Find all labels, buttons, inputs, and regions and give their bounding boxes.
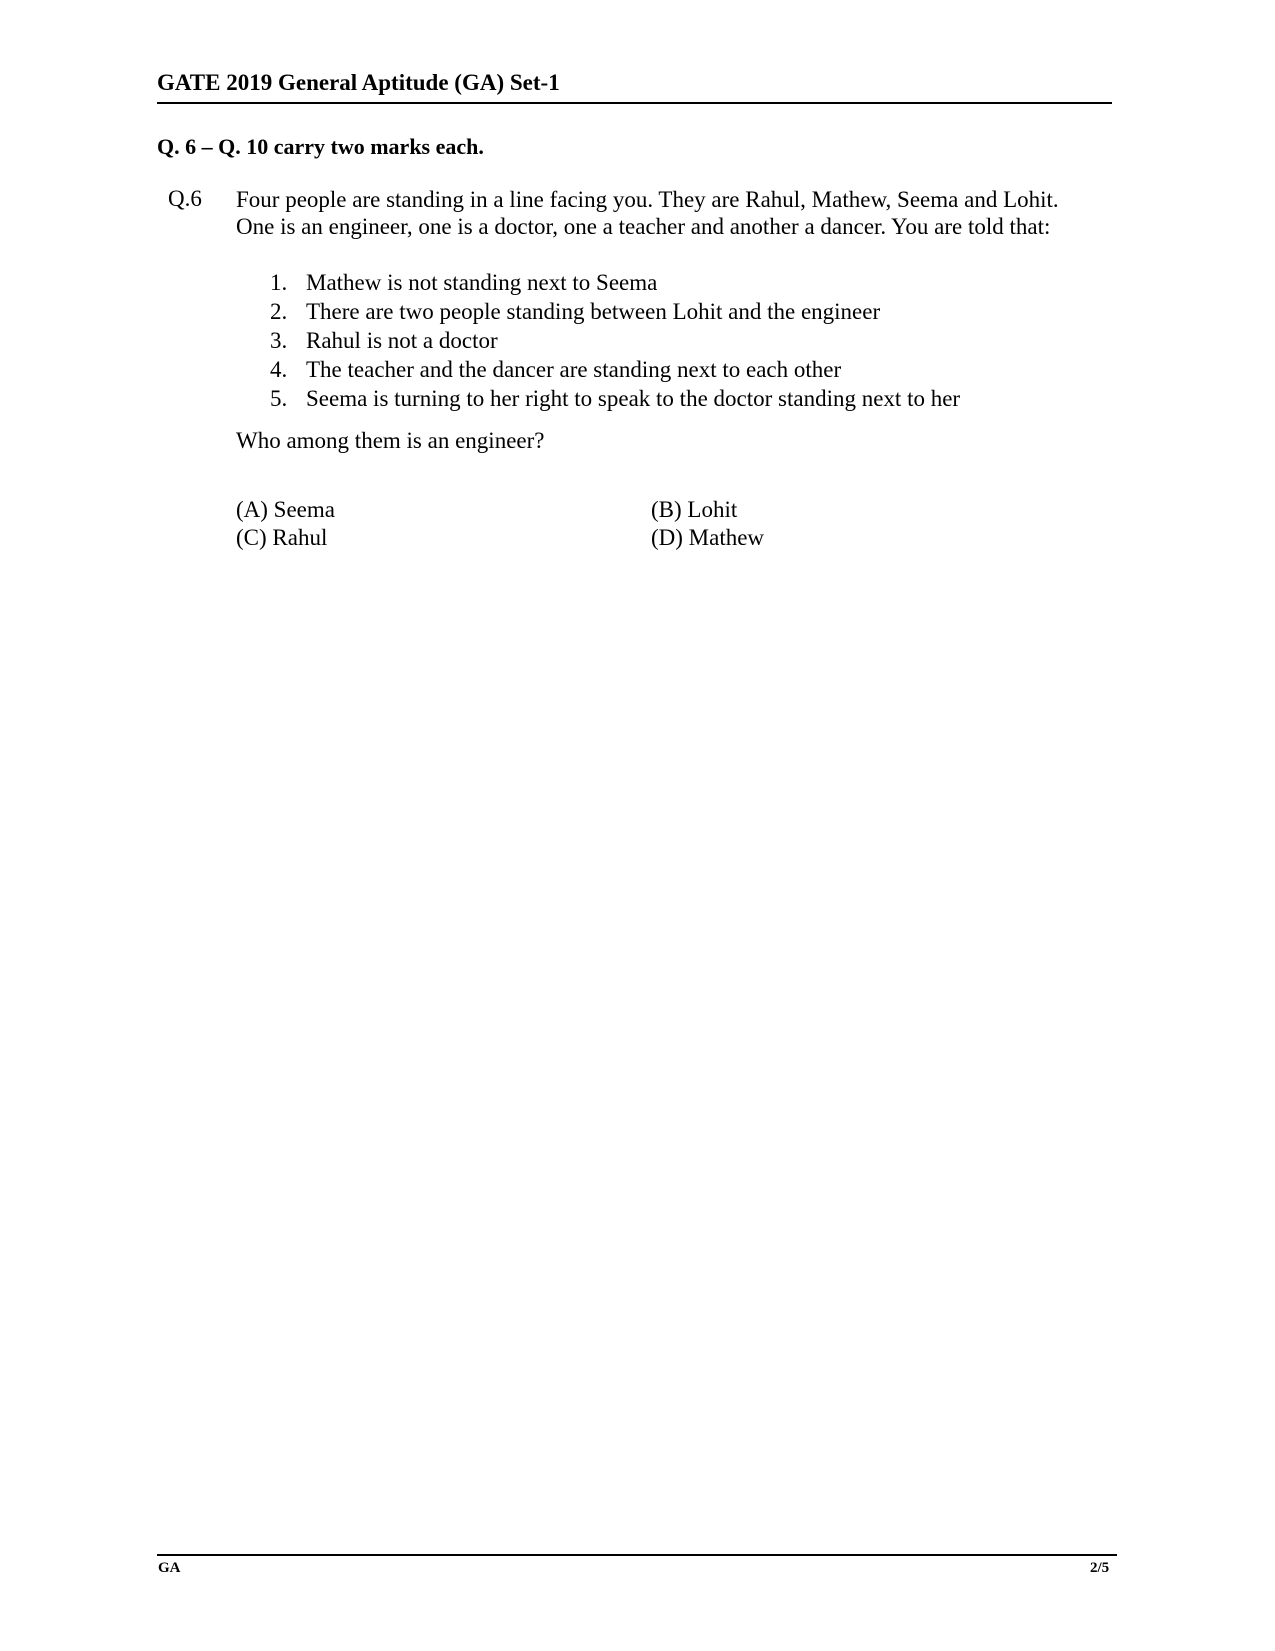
question-number: Q.6 <box>168 186 202 211</box>
option-b: (B) Lohit <box>651 497 738 522</box>
document-title: GATE 2019 General Aptitude (GA) Set-1 <box>157 70 560 95</box>
option-c: (C) Rahul <box>236 525 328 550</box>
question-stem-line: Four people are standing in a line facing you. They are Rahul, Mathew, Seema and Lohit. <box>236 187 1059 212</box>
question-prompt: Who among them is an engineer? <box>236 428 545 453</box>
page-number: 2/5 <box>1090 1560 1110 1576</box>
footer-section-label: GA <box>158 1560 181 1576</box>
condition-item <box>270 326 960 355</box>
option-d: (D) Mathew <box>651 525 765 550</box>
condition-number: 1. <box>270 270 288 295</box>
question-stem-line: One is an engineer, one is a doctor, one a teacher and another a dancer. You are told that: <box>236 214 1051 239</box>
condition-text: Seema is turning to her right to speak to the doctor standing next to her <box>306 386 961 411</box>
footer-divider <box>157 1554 1117 1556</box>
question-stem <box>236 186 1116 240</box>
condition-number: 3. <box>270 328 288 353</box>
condition-text: There are two people standing between Lohit and the engineer <box>306 299 881 324</box>
condition-number: 2. <box>270 299 288 324</box>
condition-item <box>270 268 960 297</box>
page-header <box>157 64 1112 104</box>
conditions-list <box>270 268 960 413</box>
condition-text: The teacher and the dancer are standing next to each other <box>306 357 842 382</box>
condition-number: 5. <box>270 386 288 411</box>
condition-text: Rahul is not a doctor <box>306 328 498 353</box>
option-a: (A) Seema <box>236 497 335 522</box>
section-heading: Q. 6 – Q. 10 carry two marks each. <box>157 134 484 159</box>
condition-item <box>270 297 960 326</box>
condition-item <box>270 355 960 384</box>
condition-item <box>270 384 960 413</box>
condition-number: 4. <box>270 357 288 382</box>
condition-text: Mathew is not standing next to Seema <box>306 270 658 295</box>
